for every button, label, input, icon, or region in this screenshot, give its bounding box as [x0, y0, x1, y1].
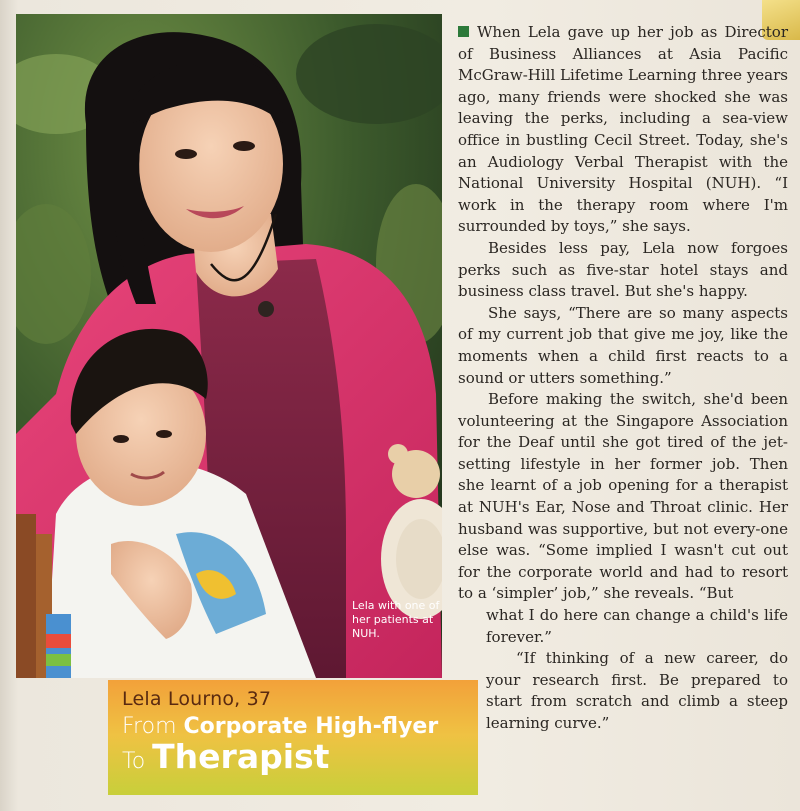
- photo-illustration: [16, 14, 442, 678]
- headline-line-2: [122, 737, 478, 777]
- portrait-photo: [16, 14, 442, 678]
- square-bullet-icon: [458, 26, 469, 37]
- paragraph-4-continued: what I do here can change a child's life forever.”: [486, 606, 788, 646]
- subject-name: Lela Lourno, 37: [122, 688, 272, 710]
- photo-caption: Lela with one of her patients at NUH.: [352, 599, 440, 640]
- headline-corporate: Corporate High-flyer: [183, 714, 439, 739]
- headline-therapist: Therapist: [152, 737, 330, 776]
- paragraph-4: Before making the switch, she'd been volunteering at the Singapore Association for the Deaf until she got tired of the jet-setting lifestyle in her former job. Then she learnt of a job opening for a therapist at NUH's Ear, Nose and Throat clinic. Her husband was supportive, but not every-one else was. “Some implied I wasn't cut out for the corporate world and had to resort to a ‘simpler’ job,” she reveals. “But: [458, 390, 788, 603]
- headline-banner: [108, 680, 478, 795]
- article-body: [458, 22, 788, 735]
- paragraph-1-text: When Lela gave up her job as Director of Business Alliances at Asia Pacific McGraw-Hill Lifetime Learning three years ago, many friends were shocked she was leaving the perks, including a sea-view office in bustling Cecil Street. Today, she's an Audiology Verbal Therapist with the National University Hospital (NUH). “I work in the therapy room where I'm surrounded by toys,” she says.: [458, 23, 788, 236]
- paragraph-3: She says, “There are so many aspects of my current job that give me joy, like the moments when a child first reacts to a sound or utters something.”: [458, 303, 788, 387]
- paragraph-1: [458, 22, 788, 238]
- paragraph-2: Besides less pay, Lela now forgoes perks such as five-star hotel stays and business class travel. But she's happy.: [458, 238, 788, 301]
- headline-to: To: [122, 749, 153, 774]
- headline-from: From: [122, 714, 184, 739]
- paragraph-5: “If thinking of a new career, do your research first. Be prepared to start from scratch and climb a steep learning curve.”: [486, 649, 788, 732]
